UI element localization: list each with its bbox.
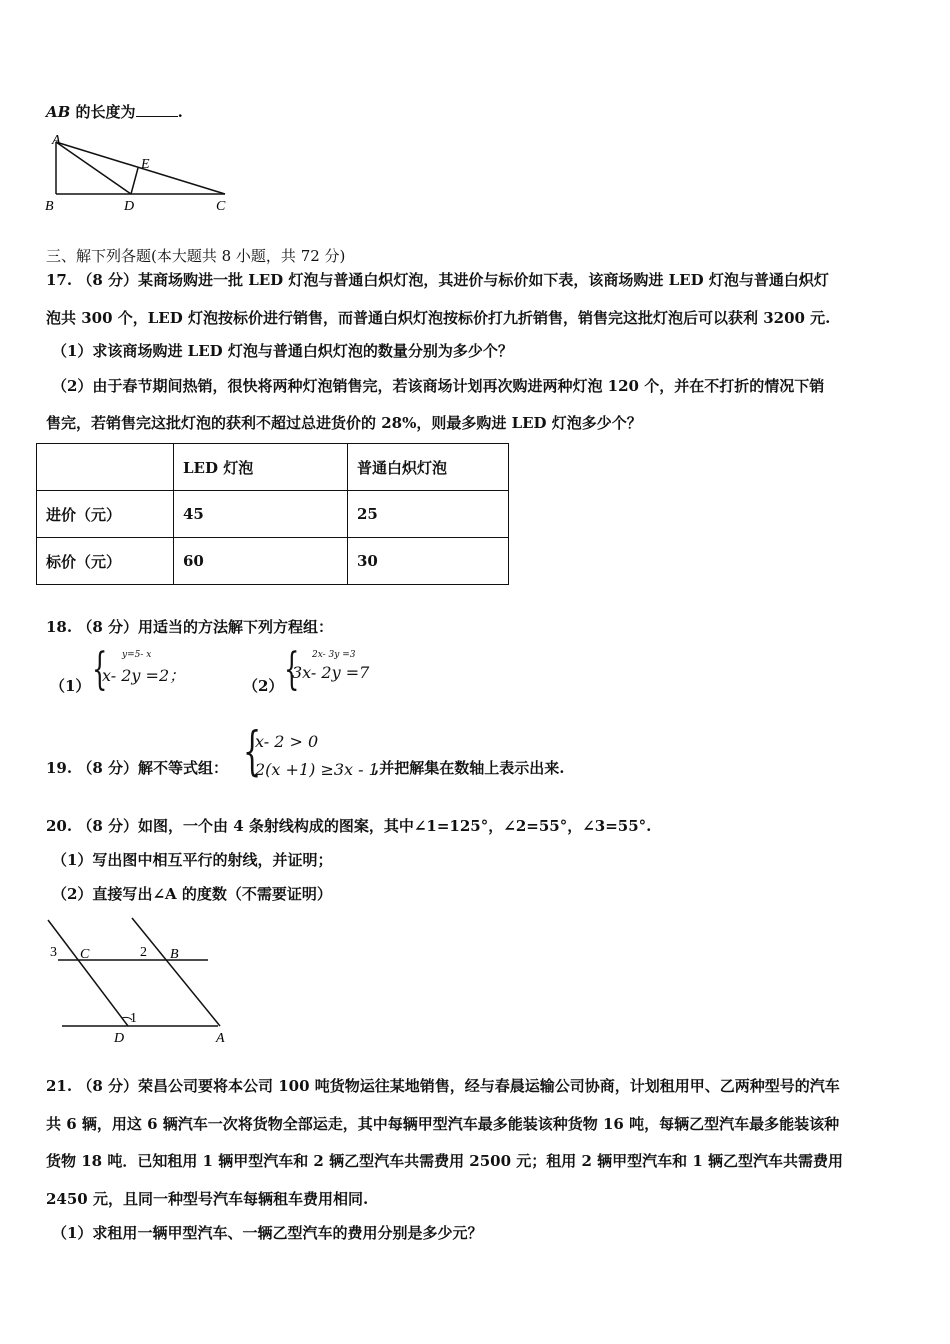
ray-dc <box>48 920 128 1026</box>
q20-part1: （1）写出图中相互平行的射线，并证明； <box>52 851 333 869</box>
table-header-row <box>37 444 509 491</box>
q21-line3: 货物 18 吨．已知租用 1 辆甲型汽车和 2 辆乙型汽车共需费用 2500 元；租用 2 辆甲型汽车和 1 辆乙型汽车共需费用 <box>46 1152 844 1170</box>
inequality-system <box>243 722 383 786</box>
segment-ad <box>56 142 131 194</box>
eq2-main: 3x- 2y =7 <box>292 663 370 682</box>
q18-title: 18. （8 分）用适当的方法解下列方程组： <box>46 618 333 636</box>
ab-label: AB <box>46 103 71 121</box>
q21-line2: 共 6 辆，用这 6 辆汽车一次将货物全部运走，其中每辆甲型汽车最多能装该种货物 16 吨，每辆乙型汽车最多能装该种 <box>46 1115 840 1133</box>
table-row <box>37 538 509 585</box>
eq2-top: 2x- 3y =3 <box>312 650 356 660</box>
q18-part2-label: （2） <box>243 677 284 695</box>
table-cell: 30 <box>348 538 509 585</box>
inequality-1: x- 2 > 0 <box>255 732 319 751</box>
q21-line1: 21. （8 分）荣昌公司要将本公司 100 吨货物运往某地销售，经与春晨运输公司协商，计划租用甲、乙两种型号的汽车 <box>46 1077 840 1095</box>
rays-figure <box>40 912 240 1047</box>
equation-system-2 <box>284 644 394 696</box>
point-a-label: A <box>52 133 61 148</box>
table-cell: 标价（元） <box>37 538 174 585</box>
table-cell: LED 灯泡 <box>174 444 348 491</box>
point-e-label: E <box>141 157 150 172</box>
point-a-label: A <box>216 1031 225 1046</box>
price-table <box>36 443 509 585</box>
q17-line1: 17. （8 分）某商场购进一批 LED 灯泡与普通白炽灯泡，其进价与标价如下表，该商场购进 LED 灯泡与普通白炽灯 <box>46 271 829 289</box>
answer-blank <box>136 102 178 117</box>
inequality-2: 2(x +1) ≥3x - 1 <box>255 760 379 779</box>
q21-part1: （1）求租用一辆甲型汽车、一辆乙型汽车的费用分别是多少元？ <box>52 1224 483 1242</box>
q16-text: 的长度为 <box>70 103 136 121</box>
segment-de <box>131 168 138 194</box>
equation-system-1 <box>92 644 202 696</box>
q20-part2: （2）直接写出∠A 的度数（不需要证明） <box>52 885 332 903</box>
q16-answer-line <box>46 102 183 122</box>
brace-icon: { <box>92 644 108 695</box>
eq1-top: y=5- x <box>122 650 152 660</box>
q16-end: . <box>177 103 183 121</box>
point-c-label: C <box>80 947 90 962</box>
point-d-label: D <box>114 1031 125 1046</box>
table-cell: 进价（元） <box>37 491 174 538</box>
section-heading: 三、解下列各题(本大题共 8 小题，共 72 分) <box>46 247 346 265</box>
eq1-main: x- 2y =2； <box>102 666 186 685</box>
table-cell: 普通白炽灯泡 <box>348 444 509 491</box>
q17-part2-line2: 售完，若销售完这批灯泡的获利不超过总进货价的 28%，则最多购进 LED 灯泡多少个？ <box>46 414 642 432</box>
q18-part1-label: （1） <box>50 677 91 695</box>
table-cell: 45 <box>174 491 348 538</box>
brace-icon: { <box>284 644 300 695</box>
ray-ab <box>132 918 220 1026</box>
q17-part2-line1: （2）由于春节期间热销，很快将两种灯泡销售完，若该商场计划再次购进两种灯泡 120 个，并在不打折的情况下销 <box>52 377 825 395</box>
angle-1-label: 1 <box>130 1011 137 1026</box>
table-row <box>37 491 509 538</box>
angle-2-label: 2 <box>140 945 147 960</box>
point-b-label: B <box>45 199 54 214</box>
brace-icon: { <box>243 722 262 782</box>
q21-line4: 2450 元，且同一种型号汽车每辆租车费用相同. <box>46 1190 369 1208</box>
q19-suffix: ,并把解集在数轴上表示出来. <box>374 759 565 777</box>
point-d-label: D <box>124 199 135 214</box>
q17-line2: 泡共 300 个，LED 灯泡按标价进行销售，而普通白炽灯泡按标价打九折销售，销售完这批灯泡后可以获利 3200 元. <box>46 309 831 327</box>
angle-3-label: 3 <box>50 945 57 960</box>
q20-line1: 20. （8 分）如图，一个由 4 条射线构成的图案，其中∠1=125°，∠2=55°，∠3=55°. <box>46 817 652 835</box>
q19-prefix: 19. （8 分）解不等式组： <box>46 759 228 777</box>
table-cell: 60 <box>174 538 348 585</box>
table-cell <box>37 444 174 491</box>
triangle-figure <box>40 128 240 218</box>
table-cell: 25 <box>348 491 509 538</box>
point-b-label: B <box>170 947 179 962</box>
point-c-label: C <box>216 199 226 214</box>
q17-part1: （1）求该商场购进 LED 灯泡与普通白炽灯泡的数量分别为多少个？ <box>52 342 513 360</box>
